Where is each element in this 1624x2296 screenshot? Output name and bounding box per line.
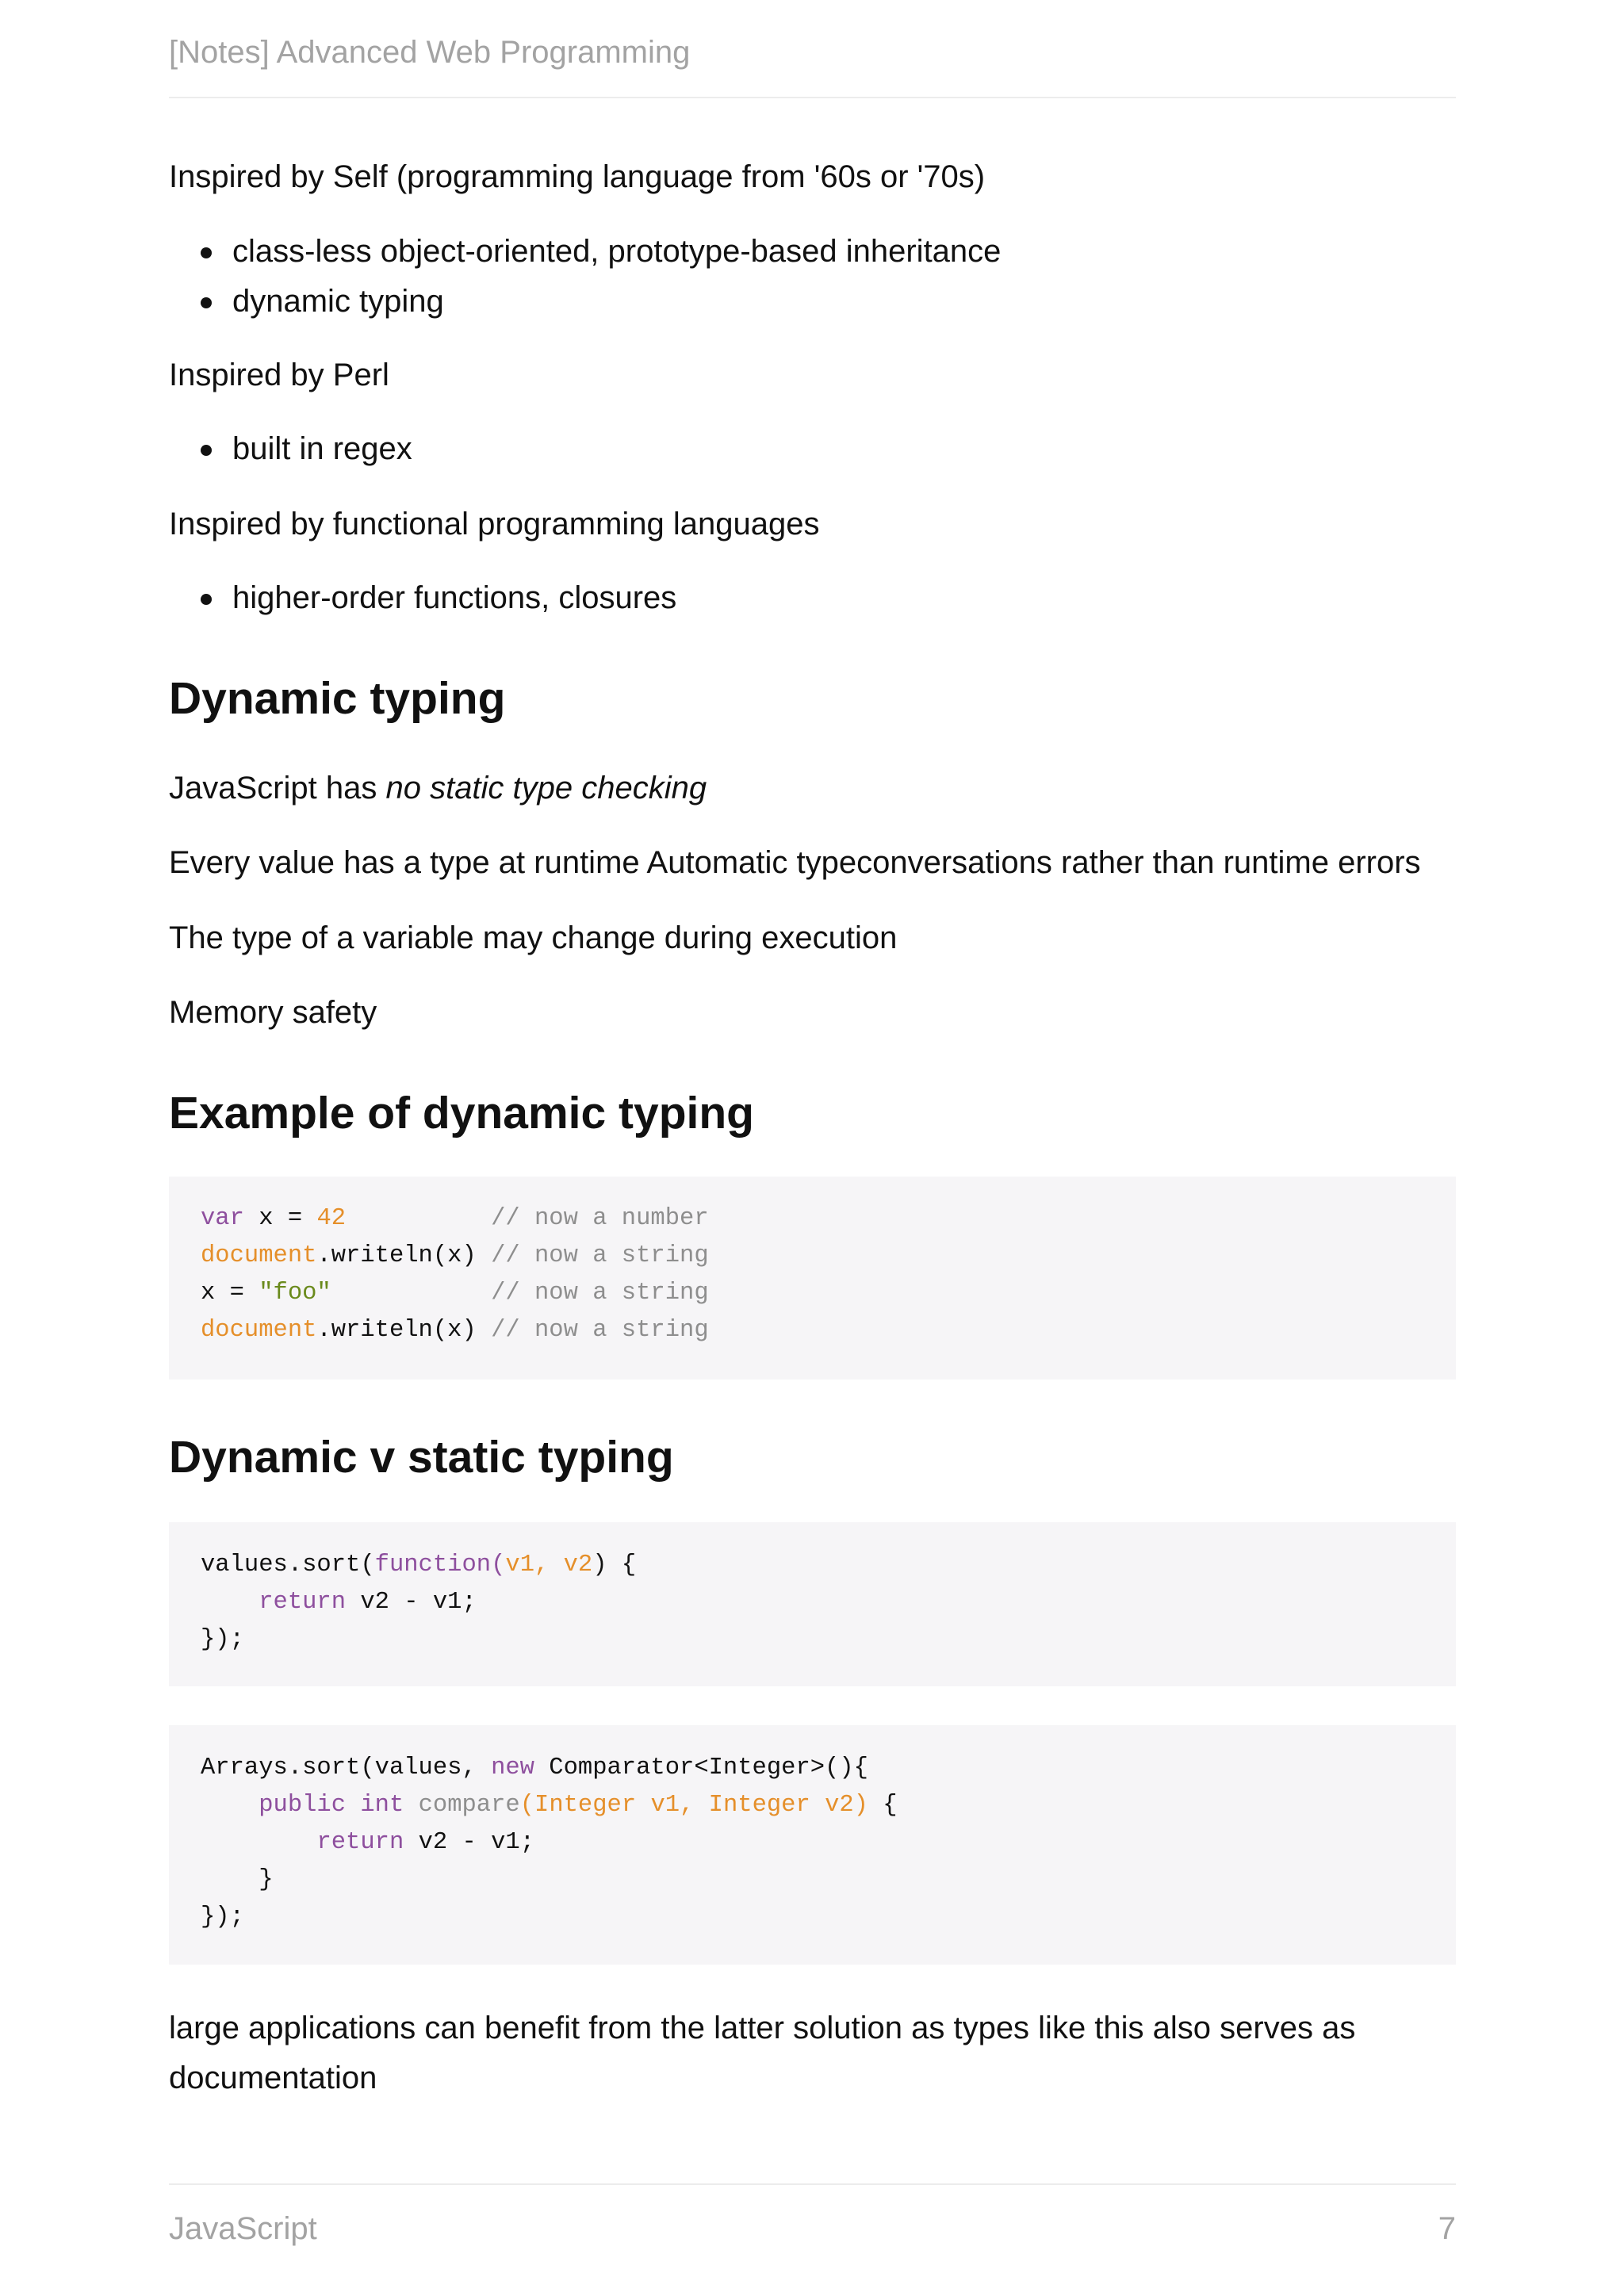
code-token: ) {	[592, 1552, 637, 1578]
heading-dynamic-v-static: Dynamic v static typing	[169, 1432, 674, 1483]
code-token: int	[360, 1792, 404, 1819]
code-token: x =	[201, 1280, 259, 1307]
list-item: higher-order functions, closures	[232, 580, 677, 615]
code-block-example	[169, 1177, 1456, 1380]
header-divider	[169, 97, 1456, 98]
code-token: "foo"	[259, 1280, 331, 1307]
code-token	[201, 1792, 259, 1819]
code-comment: // now a string	[491, 1242, 709, 1269]
list-item: dynamic typing	[232, 284, 444, 319]
code-token: return	[316, 1829, 404, 1856]
code-token: public	[259, 1792, 347, 1819]
page-header-title: [Notes] Advanced Web Programming	[169, 35, 691, 70]
code-block-java	[169, 1725, 1456, 1965]
page-number: 7	[1438, 2211, 1456, 2246]
paragraph	[169, 772, 707, 804]
code-comment: // now a number	[491, 1205, 709, 1232]
code-token	[201, 1829, 316, 1856]
code-token: (	[491, 1552, 506, 1578]
heading-dynamic-typing: Dynamic typing	[169, 673, 506, 724]
code-token: v2 - v1;	[346, 1589, 477, 1616]
paragraph: The type of a variable may change during execution	[169, 920, 898, 955]
code-comment: // now a string	[491, 1317, 709, 1344]
code-comment: // now a string	[491, 1280, 709, 1307]
paragraph: Memory safety	[169, 995, 377, 1030]
code-token: 42	[316, 1205, 347, 1232]
code-token: values.sort(	[201, 1552, 375, 1578]
code-token	[346, 1205, 491, 1232]
code-token: var	[201, 1205, 244, 1232]
list-item: built in regex	[232, 431, 412, 466]
paragraph: Every value has a type at runtime Automatic typeconversations rather than runtime errors	[169, 845, 1421, 880]
code-token: return	[259, 1589, 347, 1616]
paragraph-text: JavaScript has	[169, 771, 386, 806]
code-token: {	[868, 1792, 898, 1819]
code-token	[404, 1792, 418, 1819]
code-token: v1, v2	[505, 1552, 593, 1578]
intro-perl-heading: Inspired by Perl	[169, 358, 389, 392]
code-token: }	[201, 1866, 274, 1893]
paragraph-closing-line-1: large applications can benefit from the latter solution as types like this also serves as	[169, 2011, 1356, 2045]
code-token: document	[201, 1317, 317, 1344]
code-block-js	[169, 1522, 1456, 1686]
intro-fp-heading: Inspired by functional programming languages	[169, 507, 820, 541]
code-token	[346, 1792, 360, 1819]
code-token: });	[201, 1626, 244, 1653]
heading-example-dynamic-typing: Example of dynamic typing	[169, 1088, 754, 1138]
code-token: x =	[243, 1205, 317, 1232]
paragraph-closing-line-2: documentation	[169, 2061, 377, 2095]
code-token: Comparator<Integer>(){	[534, 1755, 868, 1781]
code-token: (Integer v1, Integer v2)	[519, 1792, 868, 1819]
footer-divider	[169, 2183, 1456, 2185]
code-token: v2 - v1;	[404, 1829, 534, 1856]
code-token: Arrays.sort(values,	[201, 1755, 492, 1781]
code-token: .writeln(x)	[316, 1317, 492, 1344]
footer-section-title: JavaScript	[169, 2211, 317, 2246]
code-token	[201, 1589, 259, 1616]
intro-self-heading: Inspired by Self (programming language from '60s or '70s)	[169, 159, 986, 194]
emphasis-text: no static type checking	[385, 771, 707, 806]
code-token: .writeln(x)	[316, 1242, 492, 1269]
code-token: compare	[418, 1792, 520, 1819]
code-token: new	[491, 1755, 534, 1781]
code-token: });	[201, 1904, 244, 1931]
code-token: function	[374, 1552, 492, 1578]
code-token	[331, 1280, 491, 1307]
list-item: class-less object-oriented, prototype-based inheritance	[232, 234, 1002, 269]
code-token: document	[201, 1242, 317, 1269]
